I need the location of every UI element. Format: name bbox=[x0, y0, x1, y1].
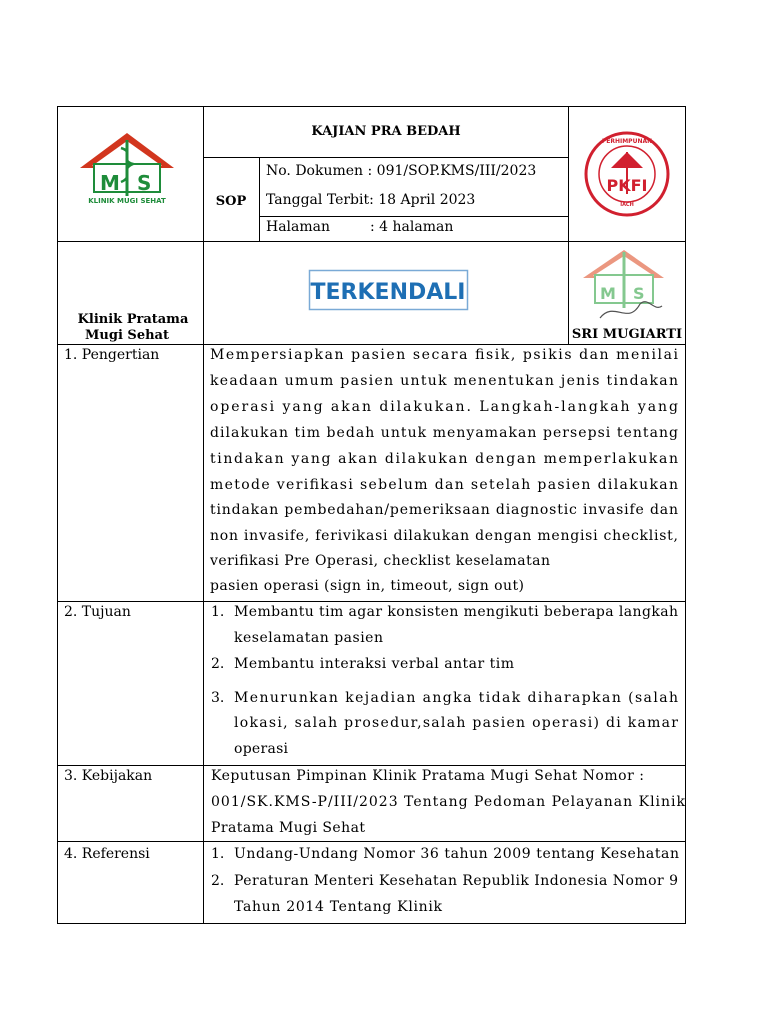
pengertian-body bbox=[209, 347, 679, 594]
pkfi-small: IACH bbox=[620, 202, 634, 208]
issue-date: Tanggal Terbit: 18 April 2023 bbox=[266, 192, 476, 208]
stamp-text: TERKENDALI bbox=[310, 280, 466, 305]
list-item-line: Tahun 2014 Tentang Klinik bbox=[234, 899, 442, 915]
referensi-list bbox=[211, 846, 679, 915]
list-item-number: 1. bbox=[211, 604, 225, 620]
clinic-logo-letter-s: S bbox=[137, 171, 152, 195]
list-item-line: Membantu tim agar konsisten mengikuti beberapa langkah bbox=[234, 604, 678, 620]
kebijakan-body bbox=[211, 768, 686, 836]
doc-number: No. Dokumen : 091/SOP.KMS/III/2023 bbox=[266, 163, 537, 179]
pengertian-line: dilakukan tim bedah untuk menyamakan persepsi tentang bbox=[210, 425, 678, 441]
pengertian-line: tindakan yang akan dilakukan dengan memperlakukan bbox=[210, 451, 678, 467]
clinic-logo-letter-m: M bbox=[100, 171, 120, 195]
signature-logo-letter-m: M bbox=[600, 284, 616, 303]
section-label-pengertian: 1. Pengertian bbox=[64, 347, 160, 363]
clinic-name-line2: Mugi Sehat bbox=[85, 328, 169, 343]
section-label-kebijakan: 3. Kebijakan bbox=[64, 768, 153, 784]
pengertian-line: metode verifikasi sebelum dan setelah pasien dilakukan bbox=[210, 477, 678, 493]
clinic-logo bbox=[80, 133, 174, 205]
pengertian-line: verifikasi Pre Operasi, checklist keselamatan bbox=[210, 553, 550, 569]
kebijakan-line: 001/SK.KMS-P/III/2023 Tentang Pedoman Pelayanan Klinik bbox=[211, 794, 685, 810]
list-item-line: Undang-Undang Nomor 36 tahun 2009 tentang Kesehatan bbox=[234, 846, 679, 862]
section-label-referensi: 4. Referensi bbox=[64, 846, 150, 862]
pengertian-line: operasi yang akan dilakukan. Langkah-langkah yang bbox=[210, 399, 678, 415]
tujuan-list bbox=[211, 604, 678, 757]
pages-label: Halaman bbox=[266, 219, 331, 235]
kebijakan-line: Keputusan Pimpinan Klinik Pratama Mugi Sehat Nomor : bbox=[211, 768, 644, 784]
list-item-line: Membantu interaksi verbal antar tim bbox=[234, 656, 514, 672]
signature-scribble bbox=[600, 302, 662, 318]
signature-logo bbox=[583, 250, 664, 318]
document-title: KAJIAN PRA BEDAH bbox=[311, 124, 461, 139]
list-item-line: lokasi, salah prosedur,salah pasien operasi) di kamar bbox=[234, 715, 678, 731]
pages-value: : 4 halaman bbox=[370, 219, 454, 235]
pengertian-line: keadaan umum pasien untuk menentukan jenis tindakan bbox=[210, 373, 678, 389]
pengertian-line: tindakan pembedahan/pemeriksaan diagnostic invasife dan bbox=[210, 502, 678, 518]
pengertian-line: non invasife, ferivikasi dilakukan dengan mengisi checklist, bbox=[210, 528, 678, 544]
kebijakan-line: Pratama Mugi Sehat bbox=[211, 820, 365, 836]
pkfi-logo-text: PKFI bbox=[606, 176, 648, 195]
list-item-line: keselamatan pasien bbox=[234, 630, 383, 646]
pkfi-ring-top: PERHIMPUNAN bbox=[601, 138, 653, 145]
pengertian-line: Mempersiapkan pasien secara fisik, psikis dan menilai bbox=[210, 347, 678, 363]
clinic-name-line1: Klinik Pratama bbox=[77, 312, 189, 327]
sop-label: SOP bbox=[215, 194, 247, 209]
signatory-name: SRI MUGIARTI bbox=[571, 327, 683, 342]
pengertian-line: pasien operasi (sign in, timeout, sign out) bbox=[210, 578, 524, 594]
list-item-line: Menurunkan kejadian angka tidak diharapkan (salah bbox=[234, 690, 678, 706]
signature-logo-letter-s: S bbox=[633, 284, 645, 303]
pkfi-logo bbox=[586, 133, 668, 215]
list-item-number: 1. bbox=[211, 846, 225, 862]
list-item-number: 2. bbox=[211, 656, 225, 672]
list-item-number: 2. bbox=[211, 873, 225, 889]
list-item-number: 3. bbox=[211, 690, 225, 706]
clinic-logo-caption: KLINIK MUGI SEHAT bbox=[88, 197, 166, 205]
terkendali-stamp bbox=[310, 271, 468, 310]
list-item-line: operasi bbox=[234, 741, 288, 757]
section-label-tujuan: 2. Tujuan bbox=[64, 604, 131, 620]
list-item-line: Peraturan Menteri Kesehatan Republik Indonesia Nomor 9 bbox=[234, 873, 678, 889]
